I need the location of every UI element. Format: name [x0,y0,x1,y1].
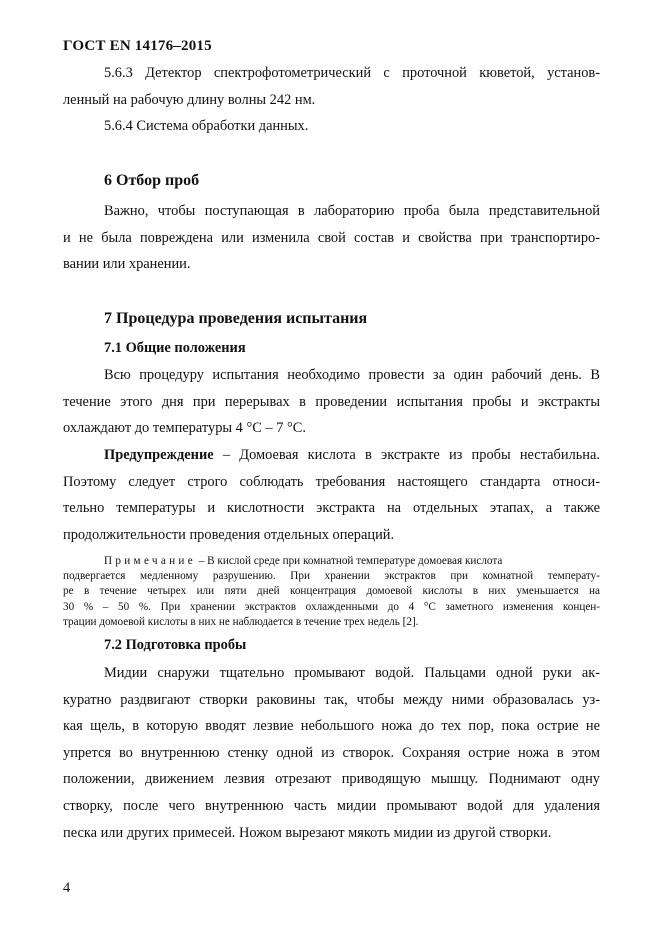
note-line-1 [63,554,600,569]
section-7-2-paragraph [63,660,600,846]
warning-line-1 [63,442,600,469]
warning-line-3: тельно температуры и кислотности экстракта на отдельных этапах, а также [63,500,600,517]
section-7-2-line-5: положении, движением лезвия отрезают приводящую мышцу. Поднимают одну [63,771,600,788]
note-line-3: ре в течение четырех или пяти дней концентрация домоевой кислоты в них уменьшается на [63,585,600,598]
note-line-2: подвергается медленному разрушению. При хранении экстрактов при комнатной температу- [63,570,600,583]
section-7-1-paragraph [63,362,600,442]
section-7-1-heading: 7.1 Общие положения [104,340,246,356]
page-number: 4 [63,880,71,896]
section-7-1-line-3: охлаждают до температуры 4 °С – 7 °С. [63,420,306,437]
clause-5-6-3-line-1: 5.6.3 Детектор спектрофотометрический с проточной кюветой, установ- [104,65,600,81]
section-7-2-line-7: песка или других примесей. Ножом вырезают мякоть мидии из другой створки. [63,824,552,841]
section-6-line-3: вании или хранении. [63,256,191,273]
section-6-line-2: и не была повреждена или изменила свой состав и свойства при транспортиро- [63,229,600,246]
section-7-2-line-4: упрется во внутреннюю стенку одной из створок. Сохраняя острие ножа в этом [63,744,600,761]
note-label: Примечание [104,555,196,567]
clause-5-6-4-text: 5.6.4 Система обработки данных. [104,118,309,134]
note-line-4: 30 % – 50 %. При хранении экстрактов охлажденными до 4 °С заметного изменения концен- [63,600,600,613]
warning-line-4: продолжительности проведения отдельных операций. [63,526,395,543]
clause-5-6-3 [63,60,600,113]
section-6-line-1: Важно, чтобы поступающая в лабораторию проба была представительной [104,203,600,219]
section-6-heading: 6 Отбор проб [104,172,200,189]
section-7-1-line-1: Всю процедуру испытания необходимо провести за один рабочий день. В [104,367,600,383]
note-text-1: – В кислой среде при комнатной температуре домоевая кислота [195,555,503,567]
clause-5-6-4 [63,113,600,140]
note-block [63,554,600,630]
section-6-paragraph [63,198,600,278]
section-7-heading: 7 Процедура проведения испытания [104,310,368,327]
section-7-2-line-3: кая щель, в которую вводят лезвие небольшого ножа до тех пор, пока острие не [63,718,600,735]
section-7-2-line-2: куратно раздвигают створки раковины так, чтобы между ними образовалась уз- [63,691,600,708]
section-7-2-line-1: Мидии снаружи тщательно промывают водой. Пальцами одной руки ак- [104,665,600,681]
warning-label: Предупреждение [104,447,214,463]
section-7-1-line-2: течение этого дня при перерывах в проведении испытания пробы и экстракты [63,393,600,410]
clause-5-6-3-line-2: ленный на рабочую длину волны 242 нм. [63,91,316,108]
document-header: ГОСТ EN 14176–2015 [63,38,212,54]
warning-text-1: – Домоевая кислота в экстракте из пробы нестабильна. [213,447,600,463]
warning-line-2: Поэтому следует строго соблюдать требования настоящего стандарта относи- [63,473,600,490]
note-line-5: трации домоевой кислоты в них не наблюдается в течение трех недель [2]. [63,615,419,628]
section-7-2-heading: 7.2 Подготовка пробы [104,637,247,653]
warning-paragraph [63,442,600,548]
section-7-2-line-6: створку, после чего внутреннюю часть мидии промывают водой для удаления [63,797,600,814]
